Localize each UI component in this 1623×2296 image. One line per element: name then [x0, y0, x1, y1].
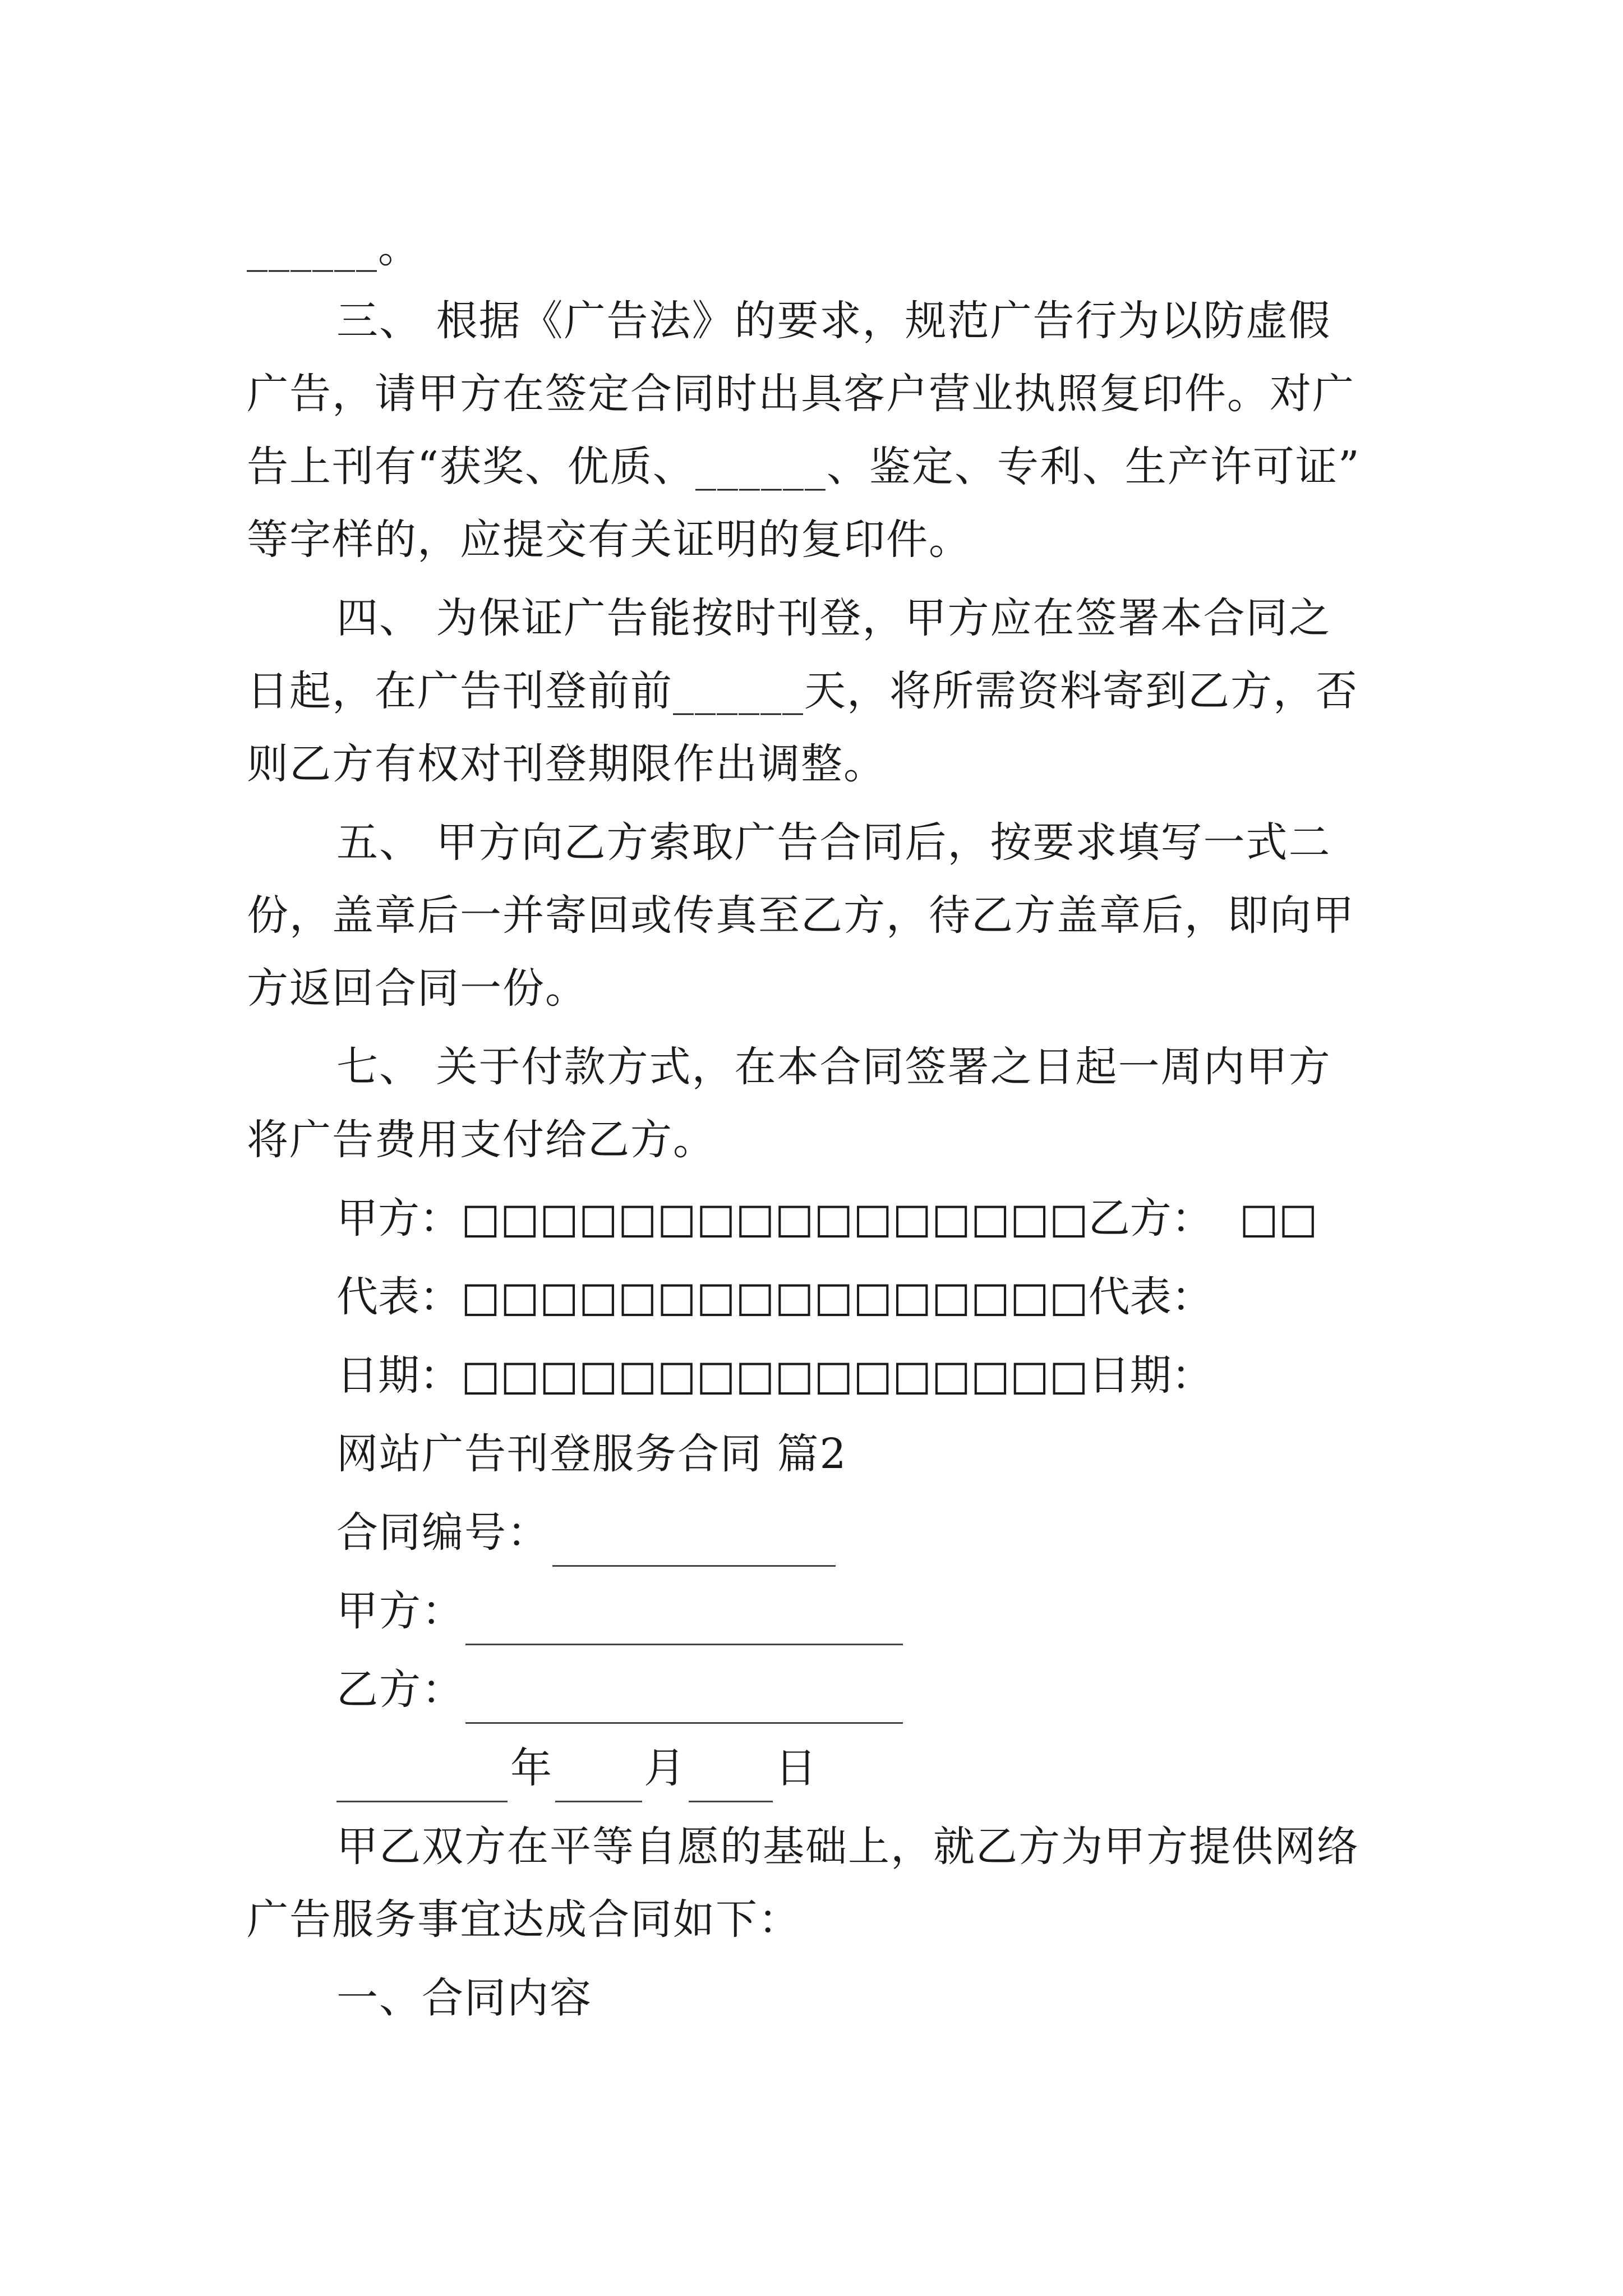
clause-5-line-3: 方返回合同一份。 [247, 964, 588, 1013]
clause-3-line-4: 等字样的，应提交有关证明的复印件。 [247, 516, 971, 564]
party-a-label: 甲方： [336, 1587, 464, 1635]
section-title: 网站广告刊登服务合同 篇2 [336, 1430, 847, 1478]
intro-line-1: 甲乙双方在平等自愿的基础上，就乙方为甲方提供网络 [336, 1823, 1359, 1871]
clause-7-line-2: 将广告费用支付给乙方。 [247, 1116, 716, 1164]
date-month-blank [555, 1801, 642, 1802]
clause-3-line-3: 告上刊有“获奖、优质、______、鉴定、专利、生产许可证” [247, 443, 1361, 491]
party-b-blank [465, 1722, 903, 1724]
party-a-blank [465, 1644, 903, 1645]
date-year-blank [336, 1801, 508, 1802]
date-day-blank [689, 1801, 773, 1802]
contract-no-label: 合同编号： [336, 1508, 550, 1557]
clause-4-line-2: 日起，在广告刊登前前______天，将所需资料寄到乙方，否 [247, 667, 1358, 715]
contract-no-blank [552, 1565, 836, 1567]
clause-3-line-2: 广告，请甲方在签定合同时出具客户营业执照复印件。对广 [247, 370, 1355, 418]
clause-4-line-3: 则乙方有权对刊登期限作出调整。 [247, 740, 886, 788]
date-month-label: 月 [644, 1744, 686, 1792]
signature-row-date: 日期：□□□□□□□□□□□□□□□□日期： [336, 1351, 1213, 1400]
signature-row-party: 甲方：□□□□□□□□□□□□□□□□乙方： □□ [336, 1194, 1318, 1243]
signature-row-representative: 代表：□□□□□□□□□□□□□□□□代表： [336, 1273, 1213, 1321]
intro-line-2: 广告服务事宜达成合同如下： [247, 1895, 801, 1944]
clause-4-line-1: 四、 为保证广告能按时刊登，甲方应在签署本合同之 [336, 594, 1331, 642]
clause-7-line-1: 七、 关于付款方式，在本合同签署之日起一周内甲方 [336, 1043, 1331, 1091]
clause-5-line-2: 份，盖章后一并寄回或传真至乙方，待乙方盖章后，即向甲 [247, 891, 1355, 940]
text-line-1: ______。 [247, 224, 421, 272]
clause-5-line-1: 五、 甲方向乙方索取广告合同后，按要求填写一式二 [336, 818, 1331, 867]
party-b-label: 乙方： [336, 1665, 464, 1714]
clause-3-line-1: 三、 根据《广告法》的要求，规范广告行为以防虚假 [336, 297, 1331, 345]
date-year-label: 年 [510, 1744, 553, 1792]
date-day-label: 日 [775, 1744, 818, 1792]
clause-1-title: 一、合同内容 [336, 1974, 592, 2022]
